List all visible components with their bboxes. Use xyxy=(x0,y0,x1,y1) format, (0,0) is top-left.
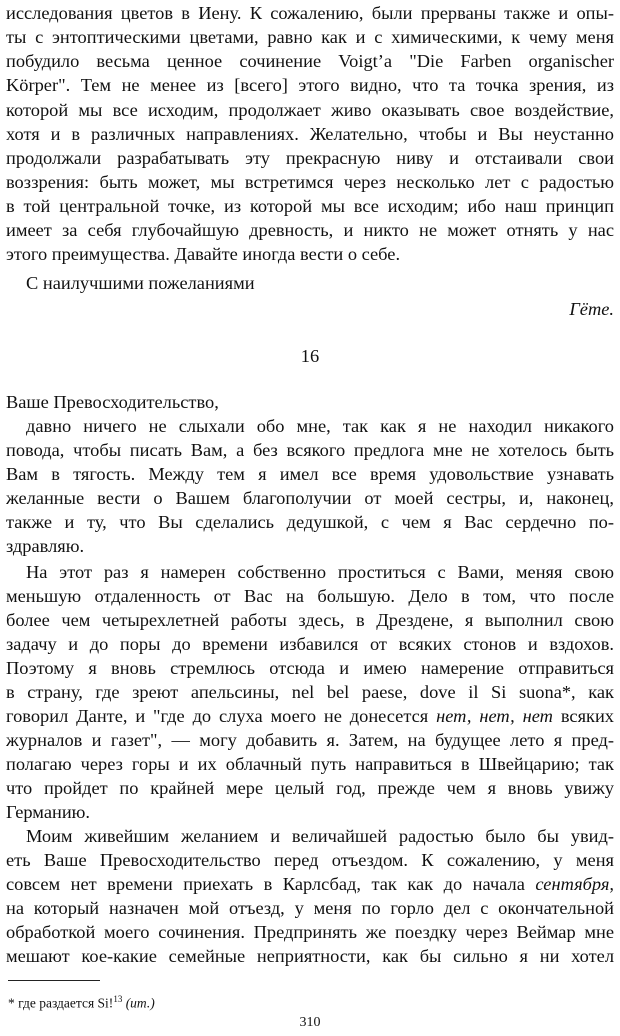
text-run: совсем нет времени приехать в Карлсбад, так как до начала xyxy=(6,874,525,894)
letter-salutation: Ваше Превосходительство, xyxy=(6,392,219,412)
emphasis-run: нет, нет, нет xyxy=(436,706,553,726)
text-line: более чем четырехлетней работы здесь, в Дрездене, я выполнил свою xyxy=(6,610,614,630)
text-line: желанные вести о Вашем благополучии от моей сестры, и, наконец, xyxy=(6,488,614,508)
text-line: исследования цветов в Иену. К сожалению, были прерваны также и опы- xyxy=(6,3,614,23)
text-line xyxy=(6,703,614,729)
text-line: журналов и газет", — могу добавить я. Затем, на будущее лето я пред- xyxy=(6,730,614,750)
footnote-note: (ит.) xyxy=(125,995,155,1011)
text-run: говорил Данте, и "где до слуха моего не донесется xyxy=(6,706,429,726)
text-line: воззрения: быть может, мы встретимся через несколько лет с радостью xyxy=(6,172,614,192)
text-line: обработкой моего сочинения. Предпринять же поездку через Веймар мне xyxy=(6,922,614,942)
text-line: мешают кое-какие семейные неприятности, как бы сильно я ни хотел xyxy=(6,946,614,966)
text-line: продолжали разрабатывать эту прекрасную ниву и отстаивали свои xyxy=(6,148,614,168)
text-line: этого преимущества. Давайте иногда вести о себе. xyxy=(6,244,401,264)
text-line: в той центральной точке, из которой мы все исходим; ибо наш принцип xyxy=(6,196,614,216)
text-run: всяких xyxy=(560,706,614,726)
text-line: Моим живейшим желанием и величайшей радостью было бы увид- xyxy=(26,826,614,846)
letter-number: 16 xyxy=(300,346,320,366)
text-line: задачу и до поры до времени избавился от всяких стонов и вздохов. xyxy=(6,634,614,654)
text-line: меньшую отдаленность от Вас на большую. Дело в том, что после xyxy=(6,586,614,606)
text-line: на который назначен мой отъезд, у меня по горло дел с окончательной xyxy=(6,898,614,918)
footnote-rule xyxy=(8,980,100,981)
text-line: также и ту, что Вы сделались дедушкой, с чем я Вас сердечно по- xyxy=(6,512,614,532)
text-line: Körper". Тем не менее из [всего] этого видно, что та точка зрения, из xyxy=(6,75,614,95)
text-line: имеет за себя глубочайшую древность, и никто не может отнять у нас xyxy=(6,220,614,240)
text-line: повода, чтобы писать Вам, а без всякого предлога мне не хотелось быть xyxy=(6,440,614,460)
text-line: что пройдет по крайней мере целый год, прежде чем я вновь увижу xyxy=(6,778,614,798)
text-line: здравляю. xyxy=(6,536,85,556)
text-line: Поэтому я вновь стремлюсь отсюда и имею намерение отправиться xyxy=(6,658,614,678)
text-line: полагаю через горы и их облачный путь направиться в Швейцарию; так xyxy=(6,754,614,774)
text-line: давно ничего не слыхали обо мне, так как я не находил никакого xyxy=(26,416,614,436)
text-line: хотя и в различных направлениях. Желательно, чтобы и Вы неустанно xyxy=(6,124,614,144)
text-line: ты с энтоптическими цветами, равно как и с химическими, к чему меня xyxy=(6,27,614,47)
text-line: На этот раз я намерен собственно проститься с Вами, меняя свою xyxy=(26,562,614,582)
text-line xyxy=(6,871,614,897)
footnote-text: * где раздается Si! xyxy=(8,995,114,1011)
text-line: Вам в тягость. Между тем я имел все время удовольствие узнавать xyxy=(6,464,614,484)
text-line: Германию. xyxy=(6,802,91,822)
text-line: в страну, где зреют апельсины, nel bel paese, dove il Si suona*, как xyxy=(6,682,614,702)
footnote-ref: 13 xyxy=(113,994,123,1004)
text-line: еть Ваше Превосходительство перед отъездом. К сожалению, у меня xyxy=(6,850,614,870)
signature-goethe: Гёте. xyxy=(569,299,614,319)
closing-salutation: С наилучшими пожеланиями xyxy=(26,273,255,293)
footnote xyxy=(8,990,155,1013)
text-line: побудило весьма ценное сочинение Voigt’a "Die Farben organischer xyxy=(6,51,614,71)
emphasis-run: сентября, xyxy=(535,874,614,894)
text-line: которой мы все исходим, продолжает живо оказывать свое воздействие, xyxy=(6,100,614,120)
page-number: 310 xyxy=(299,1015,321,1030)
